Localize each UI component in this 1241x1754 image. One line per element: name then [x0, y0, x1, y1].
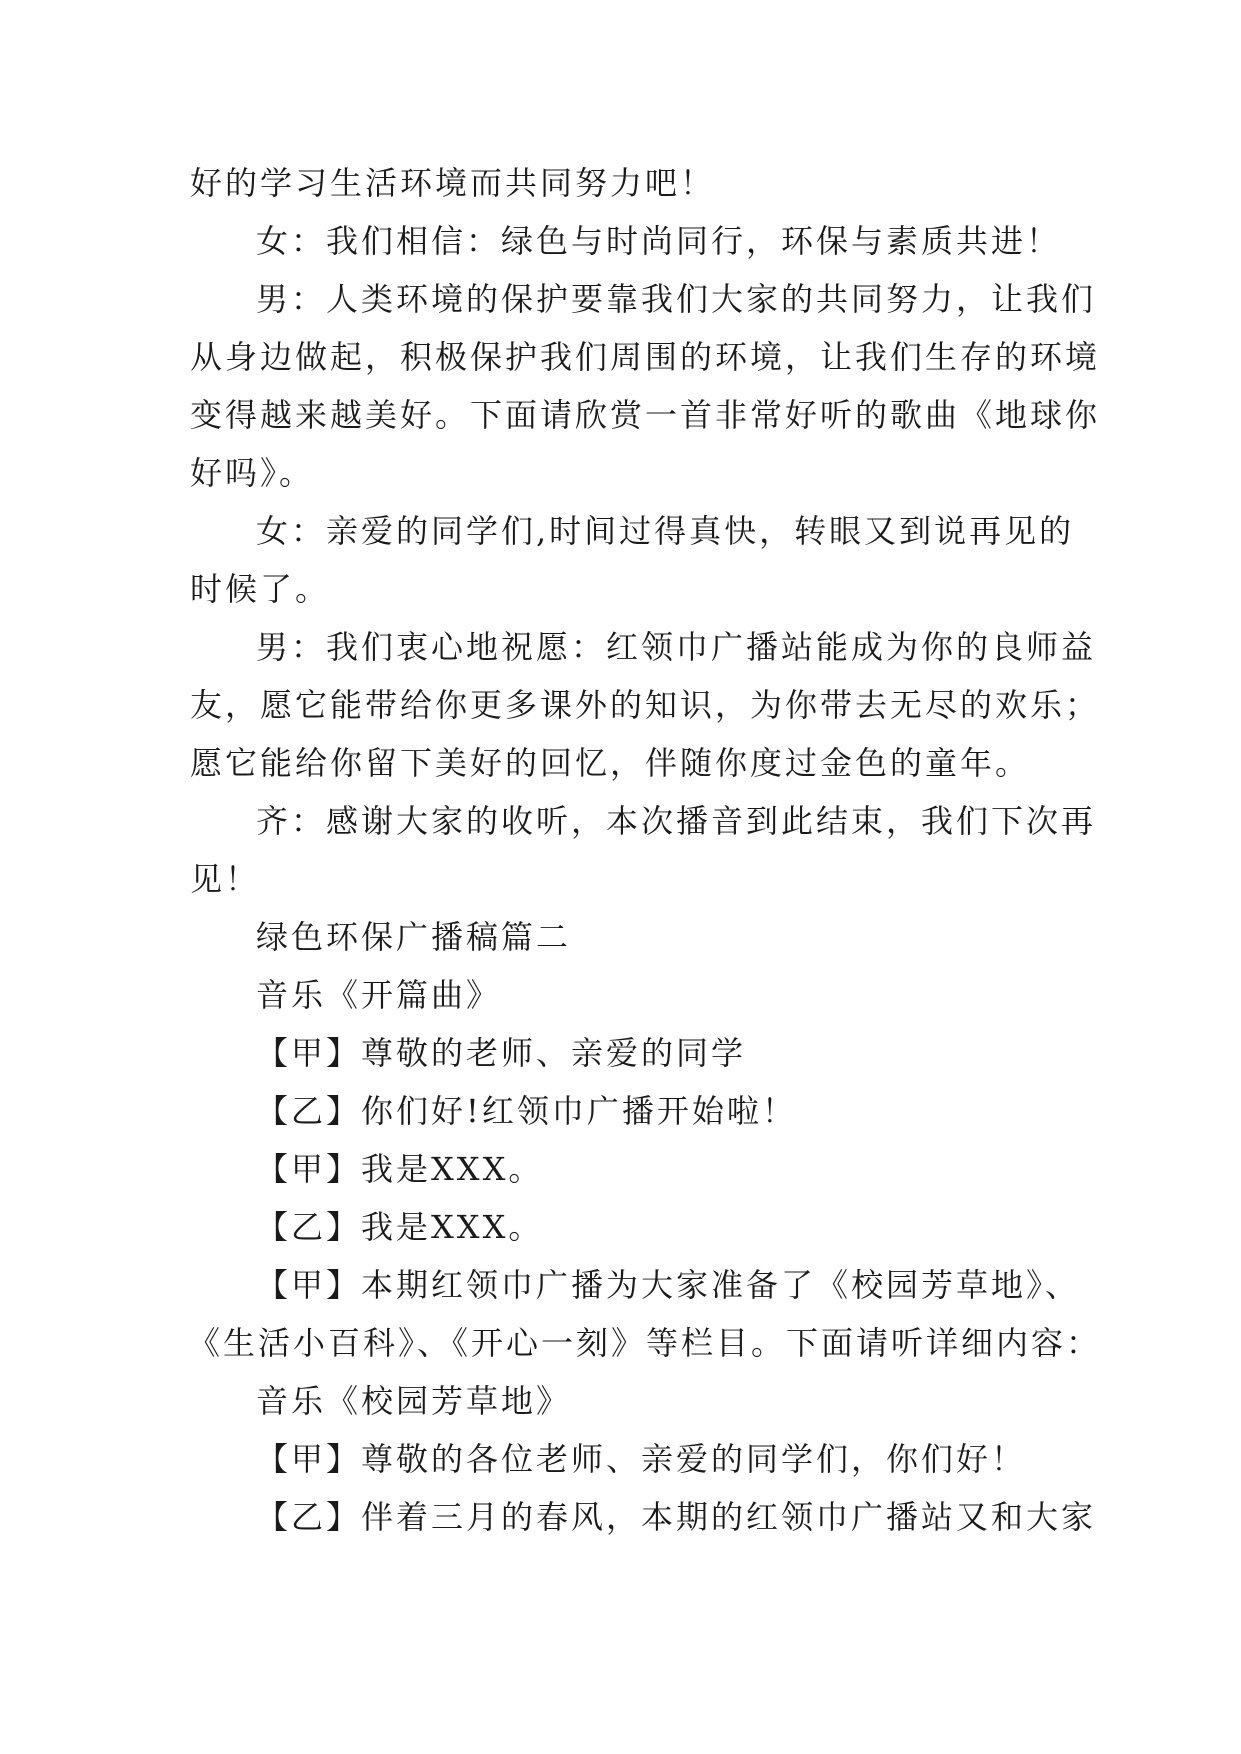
dialogue-line: 【乙】我是XXX。	[256, 1208, 544, 1246]
music-cue: 音乐《开篇曲》	[256, 976, 502, 1014]
dialogue-line: 【甲】尊敬的老师、亲爱的同学	[256, 1034, 747, 1072]
paragraph-line: 女：亲爱的同学们,时间过得真快，转眼又到说再见的	[256, 512, 1075, 550]
paragraph-line: 友，愿它能带给你更多课外的知识，为你带去无尽的欢乐；	[190, 686, 1101, 724]
dialogue-line: 【甲】本期红领巾广播为大家准备了《校园芳草地》、	[256, 1266, 1081, 1304]
paragraph-line: 女：我们相信：绿色与时尚同行，环保与素质共进！	[256, 222, 1062, 260]
paragraph-line: 《生活小百科》、《开心一刻》等栏目。下面请听详细内容：	[188, 1324, 1102, 1362]
paragraph-line: 男：我们衷心地祝愿：红领巾广播站能成为你的良师益	[256, 628, 1097, 666]
dialogue-line: 【乙】伴着三月的春风，本期的红领巾广播站又和大家	[256, 1498, 1097, 1536]
section-heading: 绿色环保广播稿篇二	[256, 918, 572, 956]
music-cue: 音乐《校园芳草地》	[256, 1382, 572, 1420]
dialogue-line: 【甲】尊敬的各位老师、亲爱的同学们，你们好！	[256, 1440, 1027, 1478]
paragraph-line: 愿它能给你留下美好的回忆，伴随你度过金色的童年。	[190, 744, 1031, 782]
dialogue-line: 【乙】你们好!红领巾广播开始啦！	[256, 1092, 797, 1130]
paragraph-line: 男：人类环境的保护要靠我们大家的共同努力，让我们	[256, 280, 1097, 318]
document-body	[188, 154, 1102, 1546]
paragraph-line: 从身边做起，积极保护我们周围的环境，让我们生存的环境	[190, 338, 1101, 376]
paragraph-line: 见！	[190, 860, 261, 898]
paragraph-line: 好的学习生活环境而共同努力吧！	[190, 164, 716, 202]
paragraph-line: 变得越来越美好。下面请欣赏一首非常好听的歌曲《地球你	[190, 396, 1101, 434]
paragraph-line: 齐：感谢大家的收听，本次播音到此结束，我们下次再	[256, 802, 1097, 840]
paragraph-line: 好吗》。	[190, 454, 315, 492]
paragraph-line: 时候了。	[190, 570, 331, 608]
dialogue-line: 【甲】我是XXX。	[256, 1150, 544, 1188]
